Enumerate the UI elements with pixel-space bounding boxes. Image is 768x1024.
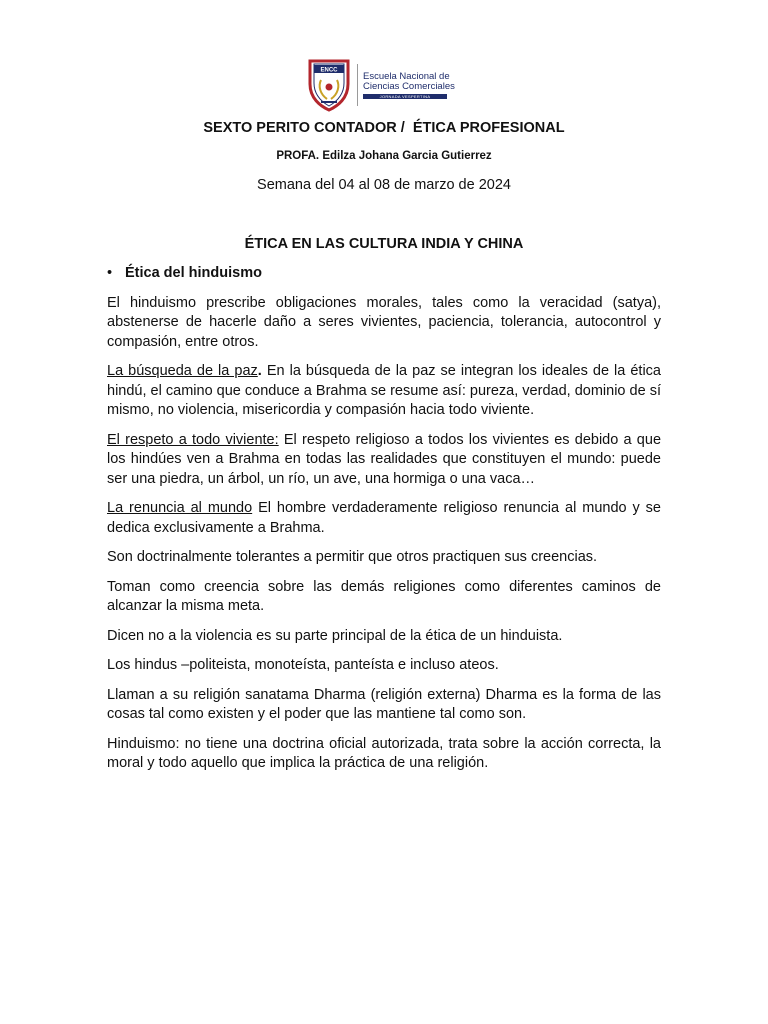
teacher-name: PROFA. Edilza Johana Garcia Gutierrez [276, 150, 492, 162]
logo-divider [357, 64, 358, 106]
paragraph-2-label: La búsqueda de la paz [107, 363, 258, 379]
school-crest-icon [306, 58, 352, 112]
paragraph-4-label: La renuncia al mundo [107, 500, 253, 516]
paragraph-2-period: . [257, 363, 262, 379]
paragraph-3 [107, 431, 661, 490]
section-heading: Ética del hinduismo [125, 265, 262, 281]
logo-strip: JORNADA VESPERTINA [363, 94, 447, 99]
topic-title: ÉTICA EN LAS CULTURA INDIA Y CHINA [244, 236, 524, 252]
logo-line-1: Escuela Nacional de [363, 70, 450, 82]
paragraph-2 [107, 362, 661, 421]
paragraph-1: El hinduismo prescribe obligaciones morales, tales como la veracidad (satya), abstenerse de hacerle daño a seres vivientes, paciencia, tolerancia, autocontrol y compasión, entre otros. [107, 294, 661, 350]
bullet-icon: • [107, 265, 113, 281]
paragraph-4 [107, 499, 661, 538]
logo-wordmark [363, 72, 455, 99]
paragraph-2-text: En la búsqueda de la paz se integran los ideales de la ética hindú, el camino que conduce a Brahma se resume así: pureza, verdad, dominio de sí mismo, no violencia, misericordia y compasión hacia todo viviente. [107, 363, 661, 418]
paragraph-4-text: El hombre verdaderamente religioso renuncia al mundo y se dedica exclusivamente a Brahma. [107, 500, 661, 536]
paragraph-7: Dicen no a la violencia es su parte principal de la ética de un hinduista. [107, 627, 563, 644]
paragraph-3-text: El respeto religioso a todos los vivientes es debido a que los hindúes ven a Brahma en todas las realidades que constituyen el mundo: puede ser una piedra, un árbol, un río, un ave, una hormiga o una vaca… [107, 431, 662, 487]
paragraph-9: Llaman a su religión sanatama Dharma (religión externa) Dharma es la forma de las cosas tal como existen y el poder que las mantiene tal como son. [107, 686, 661, 722]
paragraph-3-label: El respeto a todo viviente: [107, 431, 279, 448]
section-bullet [107, 264, 661, 284]
school-logo [306, 58, 466, 112]
paragraph-5: Son doctrinalmente tolerantes a permitir que otros practiquen sus creencias. [107, 549, 598, 565]
course-heading: SEXTO PERITO CONTADOR / ÉTICA PROFESIONAL [203, 120, 565, 136]
document-body [107, 264, 661, 784]
paragraph-6: Toman como creencia sobre las demás religiones como diferentes caminos de alcanzar la misma meta. [107, 578, 661, 614]
week-date: Semana del 04 al 08 de marzo de 2024 [257, 177, 511, 193]
paragraph-8: Los hindus –politeista, monoteísta, panteísta e incluso ateos. [107, 657, 499, 673]
logo-line-2: Ciencias Comerciales [363, 80, 455, 92]
logo-acronym: ENCC [320, 67, 338, 74]
paragraph-10: Hinduismo: no tiene una doctrina oficial autorizada, trata sobre la acción correcta, la moral y todo aquello que implica la práctica de una religión. [107, 735, 661, 771]
